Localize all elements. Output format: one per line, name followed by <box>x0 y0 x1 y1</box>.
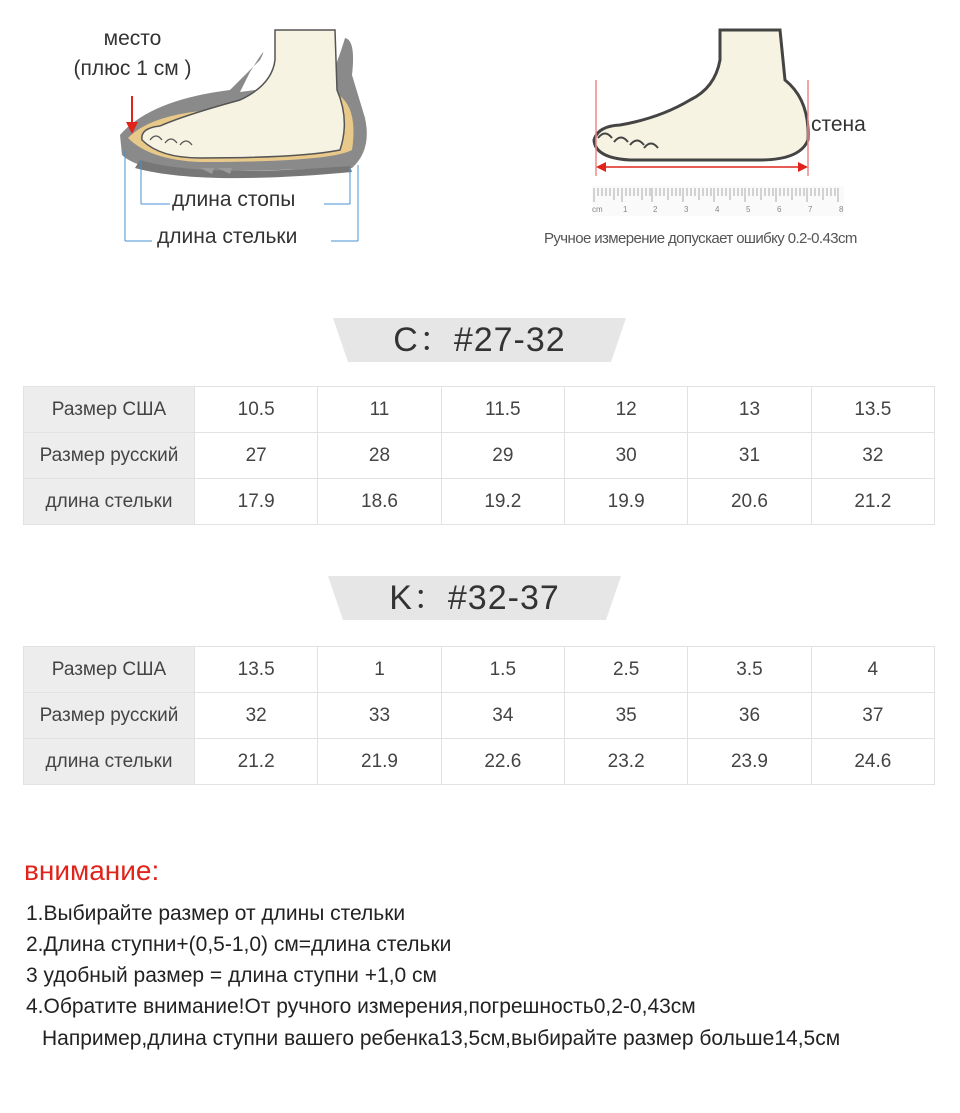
table-cell: 33 <box>318 693 441 739</box>
note-line-5: Например,длина ступни вашего ребенка13,5см,выбирайте размер больше14,5см <box>42 1027 841 1050</box>
table-cell: 19.9 <box>564 479 687 525</box>
table-cell: 19.2 <box>441 479 564 525</box>
table-cell: 18.6 <box>318 479 441 525</box>
banner-title: C：#27-32 <box>393 321 566 359</box>
wall-label: стена <box>811 113 866 136</box>
table-cell: 36 <box>688 693 811 739</box>
size-range-banner-k <box>328 576 621 620</box>
space-label-line1: место <box>103 27 162 50</box>
ruler-unit: cm <box>592 205 603 214</box>
table-row <box>24 479 935 525</box>
measurement-caption: Ручное измерение допускает ошибку 0.2-0.43cm <box>544 230 857 247</box>
foot-length-label: длина стопы <box>172 188 296 211</box>
note-line-4: 4.Обратите внимание!От ручного измерения,погрешность0,2-0,43см <box>26 995 696 1018</box>
shoe-fit-diagram <box>0 0 480 270</box>
table-cell: 2.5 <box>564 647 687 693</box>
table-cell: 20.6 <box>688 479 811 525</box>
table-cell: 13.5 <box>195 647 318 693</box>
foot-measure-diagram <box>480 0 960 270</box>
table-cell: 30 <box>564 433 687 479</box>
table-cell: 11 <box>318 387 441 433</box>
table-cell: 11.5 <box>441 387 564 433</box>
ruler-number-3: 3 <box>684 205 689 214</box>
table-cell: 21.2 <box>811 479 934 525</box>
note-line-2: 2.Длина ступни+(0,5-1,0) см=длина стельки <box>26 933 452 956</box>
ruler-number-2: 2 <box>653 205 658 214</box>
insole-length-label: длина стельки <box>157 225 298 248</box>
table-cell: 1.5 <box>441 647 564 693</box>
row-header: Размер США <box>24 647 195 693</box>
row-header: длина стельки <box>24 739 195 785</box>
table-cell: 28 <box>318 433 441 479</box>
table-cell: 37 <box>811 693 934 739</box>
table-cell: 21.9 <box>318 739 441 785</box>
note-line-3: 3 удобный размер = длина ступни +1,0 см <box>26 964 437 987</box>
table-cell: 27 <box>195 433 318 479</box>
table-cell: 10.5 <box>195 387 318 433</box>
table-cell: 23.9 <box>688 739 811 785</box>
table-row <box>24 433 935 479</box>
ruler-number-4: 4 <box>715 205 720 214</box>
table-cell: 13 <box>688 387 811 433</box>
table-cell: 32 <box>195 693 318 739</box>
size-table-k <box>23 646 935 785</box>
table-cell: 1 <box>318 647 441 693</box>
table-cell: 4 <box>811 647 934 693</box>
table-cell: 34 <box>441 693 564 739</box>
table-row <box>24 693 935 739</box>
note-line-1: 1.Выбирайте размер от длины стельки <box>26 902 406 925</box>
attention-title: внимание: <box>24 855 160 886</box>
table-cell: 21.2 <box>195 739 318 785</box>
row-header: длина стельки <box>24 479 195 525</box>
ruler-number-6: 6 <box>777 205 782 214</box>
table-cell: 3.5 <box>688 647 811 693</box>
ruler-number-7: 7 <box>808 205 813 214</box>
size-range-banner-c <box>333 318 626 362</box>
table-row <box>24 739 935 785</box>
table-cell: 35 <box>564 693 687 739</box>
ruler-number-5: 5 <box>746 205 751 214</box>
table-cell: 22.6 <box>441 739 564 785</box>
size-table-c <box>23 386 935 525</box>
row-header: Размер русский <box>24 693 195 739</box>
ruler-number-1: 1 <box>623 205 628 214</box>
table-cell: 23.2 <box>564 739 687 785</box>
table-cell: 31 <box>688 433 811 479</box>
space-label <box>60 24 205 84</box>
banner-title: K：#32-37 <box>389 579 560 617</box>
space-label-line2: (плюс 1 см ) <box>73 57 192 80</box>
table-cell: 32 <box>811 433 934 479</box>
table-cell: 17.9 <box>195 479 318 525</box>
table-cell: 12 <box>564 387 687 433</box>
ruler-number-8: 8 <box>839 205 844 214</box>
table-row <box>24 647 935 693</box>
table-cell: 13.5 <box>811 387 934 433</box>
table-cell: 29 <box>441 433 564 479</box>
row-header: Размер США <box>24 387 195 433</box>
table-row <box>24 387 935 433</box>
table-cell: 24.6 <box>811 739 934 785</box>
row-header: Размер русский <box>24 433 195 479</box>
